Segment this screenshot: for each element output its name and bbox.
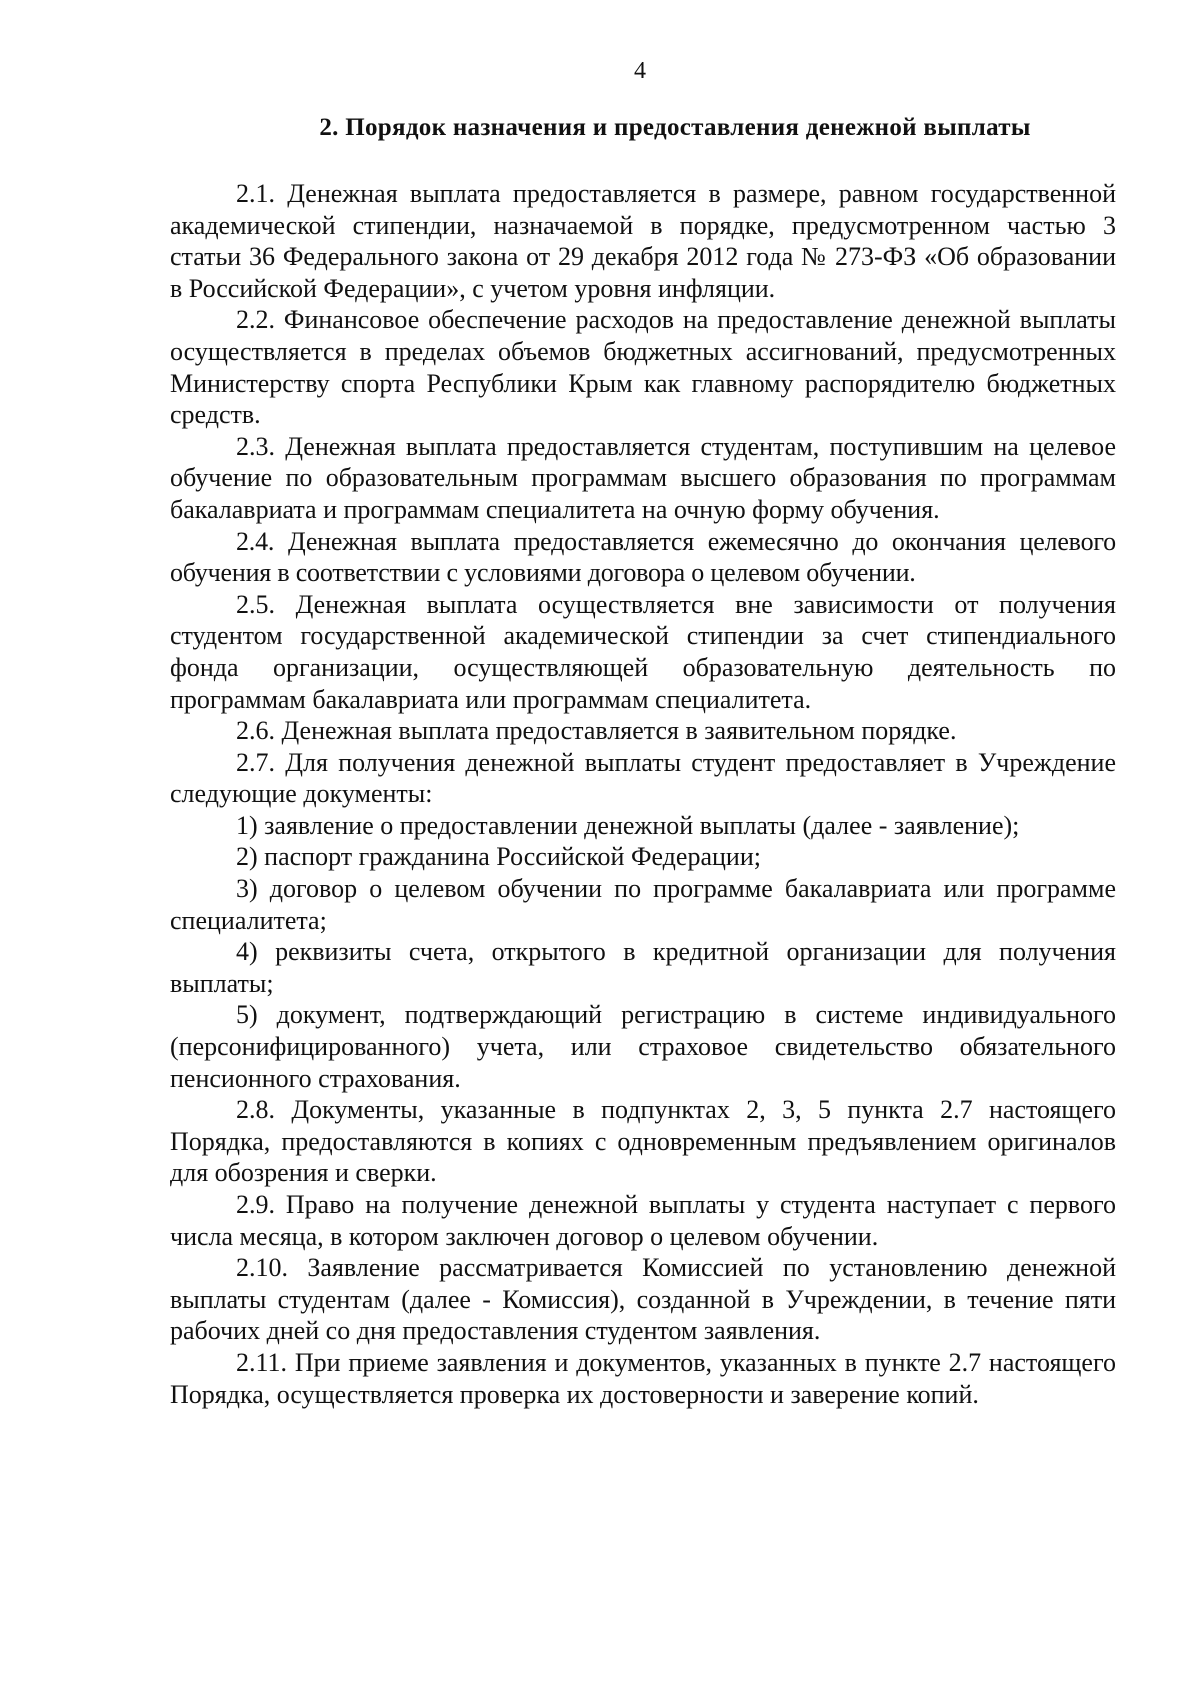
paragraph-2-7: 2.7. Для получения денежной выплаты студент предоставляет в Учреждение следующие документы: bbox=[170, 747, 1116, 809]
paragraph-2-1: 2.1. Денежная выплата предоставляется в размере, равном государственной академической стипендии, назначаемой в порядке, предусмотренном частью 3 статьи 36 Федерального закона от 29 декабря 2012 года № 273-ФЗ «Об образовании в Российской Федерации», с учетом уровня инфляции. bbox=[170, 179, 1116, 303]
list-item-4: 4) реквизиты счета, открытого в кредитной организации для получения выплаты; bbox=[170, 937, 1116, 998]
paragraph-2-11: 2.11. При приеме заявления и документов, указанных в пункте 2.7 настоящего Порядка, осуществляется проверка их достоверности и заверение копий. bbox=[170, 1347, 1116, 1409]
paragraph-2-9: 2.9. Право на получение денежной выплаты у студента наступает с первого числа месяца, в котором заключен договор о целевом обучении. bbox=[170, 1190, 1116, 1251]
paragraph-2-4: 2.4. Денежная выплата предоставляется ежемесячно до окончания целевого обучения в соответствии с условиями договора о целевом обучении. bbox=[170, 526, 1116, 588]
list-item-2: 2) паспорт гражданина Российской Федерации; bbox=[236, 842, 761, 872]
list-item-3: 3) договор о целевом обучении по программе бакалавриата или программе специалитета; bbox=[170, 874, 1116, 935]
document-body bbox=[170, 178, 1116, 1410]
paragraph-2-2: 2.2. Финансовое обеспечение расходов на предоставление денежной выплаты осуществляется в пределах объемов бюджетных ассигнований, предусмотренных Министерству спорта Республики Крым как главному распорядителю бюджетных средств. bbox=[170, 305, 1116, 430]
paragraph-2-5: 2.5. Денежная выплата осуществляется вне зависимости от получения студентом государственной академической стипендии за счет стипендиального фонда организации, осуществляющей образовательную деятельность по программам бакалавриата или программам специалитета. bbox=[170, 589, 1116, 714]
paragraph-2-6: 2.6. Денежная выплата предоставляется в заявительном порядке. bbox=[236, 716, 957, 746]
paragraph-2-8: 2.8. Документы, указанные в подпунктах 2, 3, 5 пункта 2.7 настоящего Порядка, предоставляются в копиях с одновременным предъявлением оригиналов для обозрения и сверки. bbox=[170, 1095, 1116, 1188]
list-item-1: 1) заявление о предоставлении денежной выплаты (далее - заявление); bbox=[236, 810, 1020, 840]
list-item-5: 5) документ, подтверждающий регистрацию в системе индивидуального (персонифицированного) учета, или страховое свидетельство обязательного пенсионного страхования. bbox=[170, 1000, 1116, 1093]
page-number: 4 bbox=[634, 58, 646, 84]
paragraph-2-3: 2.3. Денежная выплата предоставляется студентам, поступившим на целевое обучение по образовательным программам высшего образования по программам бакалавриата и программам специалитета на очную форму обучения. bbox=[170, 431, 1116, 524]
paragraph-2-10: 2.10. Заявление рассматривается Комиссией по установлению денежной выплаты студентам (далее - Комиссия), созданной в Учреждении, в течение пяти рабочих дней со дня предоставления студентом заявления. bbox=[170, 1253, 1116, 1346]
section-title: 2. Порядок назначения и предоставления денежной выплаты bbox=[319, 114, 1031, 141]
